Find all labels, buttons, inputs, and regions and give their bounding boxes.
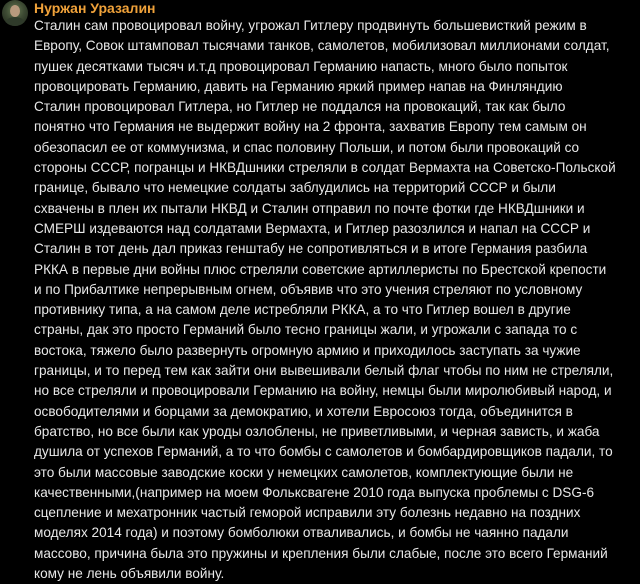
comment-line: душила от успехов Германий, а то что бомбы с самолетов и бомбардировщиков падали, то bbox=[34, 444, 613, 460]
avatar-shoulders bbox=[5, 17, 25, 26]
comment-line: схвачены в плен их пытали НКВД и Сталин отправил по почте фотки где НКВДшники и bbox=[34, 200, 585, 216]
comment-line: границы, и то перед тем как зайти они вывешивали белый флаг чтобы по ним не стреляли, bbox=[34, 363, 614, 379]
author-name[interactable]: Нуржан Уразалин bbox=[34, 0, 156, 16]
comment-line: РККА в первые дни войны плюс стреляли советские артиллеристы по Брестской крепости bbox=[34, 261, 607, 277]
comment-body bbox=[34, 16, 636, 584]
comment-line: массово, причина была это пружины и крепления были слабые, после это всего Германий bbox=[34, 545, 608, 561]
comment-line: понятно что Германия не выдержит войну на 2 фронта, захватив Европу тем самым он bbox=[34, 119, 587, 135]
comment-line: Сталин в тот день дал приказ генштабу не сопротивляться и в итоге Германия разбила bbox=[34, 241, 588, 257]
comment-line: стороны СССР, погранцы и НКВДшники стреляли в солдат Вермахта на Советско-Польской bbox=[34, 160, 616, 176]
comment-line: сцепление и мехатронник частый геморой исправили эту болезнь недавно на поздних bbox=[34, 505, 581, 521]
comment-line: Сталин провоцировал Гитлера, но Гитлер не поддался на провокаций, так как было bbox=[34, 99, 566, 115]
comment-line: моделях 2014 года) и поэтому бомболюки отваливались, и бомбы не чаянно падали bbox=[34, 525, 569, 541]
comment-line: пушек десятками тысяч и.т.д провоцировал Германию напасть, много было попыток bbox=[34, 58, 568, 74]
comment-line: качественными,(например на моем Фольксвагене 2010 года выпуска проблемы с DSG-6 bbox=[34, 484, 595, 500]
comment-line: братство, но все были как уроды озлоблены, не приветливыми, и черная зависть, и жаба bbox=[34, 423, 600, 439]
comment-line: страны, дак это просто Германий было тесно границы жали, и угрожали с запада то с bbox=[34, 322, 578, 338]
comment-line: Европу, Совок штамповал тысячами танков, самолетов, мобилизовал миллионами солдат, bbox=[34, 38, 610, 54]
avatar-face bbox=[10, 5, 20, 17]
comment-line: СМЕРШ издеваются над солдатами Вермахта, и Гитлер разозлился и напал на СССР и bbox=[34, 220, 591, 236]
comment-line: границе, бывало что немецкие солдаты заблудились на территорий СССР и были bbox=[34, 180, 556, 196]
comment-line: это были массовые заводские коски у немецких самолетов, комплектующие были не bbox=[34, 464, 574, 480]
comment-line: противнику типа, а на самом деле истребляли РККА, а то что Гитлер вошел в другие bbox=[34, 302, 571, 318]
comment-line: обезопасил ее от коммунизма, и спас половину Польши, и потом были провокаций со bbox=[34, 139, 580, 155]
comment-line: провоцировать Германию, давить на Германию яркий пример напав на Финляндию bbox=[34, 78, 563, 94]
avatar[interactable] bbox=[2, 0, 28, 26]
comment-line: кому не лень объявили войну. bbox=[34, 566, 225, 582]
comment-line: востока, тяжело было развернуть огромную армию и приходилось заступать за чужие bbox=[34, 342, 581, 358]
comment-line: но все стреляли и провоцировали Германию на войну, немцы были миролюбивый народ, и bbox=[34, 383, 612, 399]
comment-line: освободителями и борцами за демократию, и хотели Евросоюз тогда, объединится в bbox=[34, 403, 573, 419]
comment-line: и по Прибалтике непрерывным огнем, объявив что это учения стреляют по условному bbox=[34, 281, 583, 297]
comment-line: Сталин сам провоцировал войну, угрожал Гитлеру продвинуть большевисткий режим в bbox=[34, 18, 587, 33]
